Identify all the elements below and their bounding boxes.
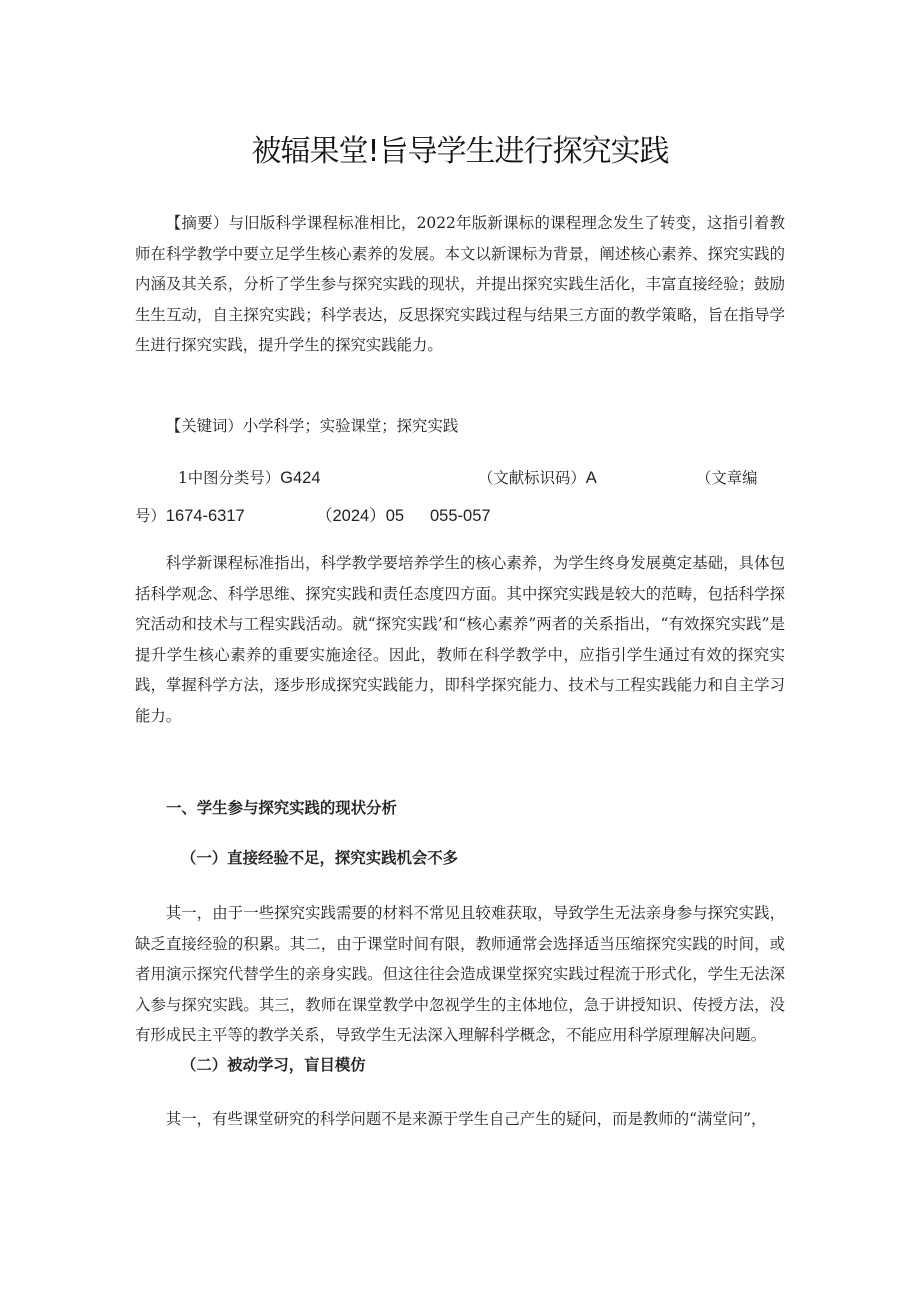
issue-value: （2024）05: [316, 507, 405, 525]
article-number-label-start: （文章编: [696, 469, 758, 487]
doc-code-label: （文献标识码）: [478, 469, 586, 487]
abstract-paragraph: 【摘要）与旧版科学课程标准相比，2022年版新课标的课程理念发生了转变，这指引着教师在科学教学中要立足学生核心素养的发展。本文以新课标为背景，阐述核心素养、探究实践的内涵及其关系，分析了学生参与探究实践的现状，并提出探究实践生活化，丰富直接经验；鼓励生生互动，自主探究实践；科学表达，反思探究实践过程与结果三方面的教学策略，旨在指导学生进行探究实践，提升学生的探究实践能力。: [135, 214, 785, 354]
subsection-2-paragraph: 其一，有些课堂研究的科学问题不是来源于学生自己产生的疑问，而是教师的“满堂问”，: [165, 1110, 767, 1128]
subsection-heading-1: （一）直接经验不足，探究实践机会不多: [181, 849, 459, 867]
page-range: 055-057: [430, 507, 491, 525]
clc-number: [178, 463, 321, 493]
paper-title: 被辐果堂!旨导学生进行探究实践: [251, 134, 669, 169]
clc-value: G424: [280, 469, 321, 487]
clc-label: 1中图分类号）: [178, 469, 281, 487]
subsection-heading-2: （二）被动学习，盲目模仿: [181, 1056, 366, 1074]
article-number-label-end: 号）: [135, 507, 166, 525]
keywords-line: 【关键词）小学科学；实验课堂；探究实践: [165, 417, 459, 435]
subsection-1-paragraph: 其一，由于一些探究实践需要的材料不常见且较难获取，导致学生无法亲身参与探究实践，缺乏直接经验的积累。其二，由于课堂时间有限，教师通常会选择适当压缩探究实践的时间，或者用演示探究代替学生的亲身实践。但这往往会造成课堂探究实践过程流于形式化，学生无法深入参与探究实践。其三，教师在课堂教学中忽视学生的主体地位，急于讲授知识、传授方法，没有形成民主平等的教学关系，导致学生无法深入理解科学概念，不能应用科学原理解决问题。: [135, 904, 785, 1044]
section-heading-1: 一、学生参与探究实践的现状分析: [166, 799, 397, 817]
doc-code-value: A: [585, 469, 597, 487]
intro-paragraph: 科学新课程标准指出，科学教学要培养学生的核心素养，为学生终身发展奠定基础，具体包括科学观念、科学思维、探究实践和责任态度四方面。其中探究实践是较大的范畴，包括科学探究活动和技术与工程实践活动。就“探究实践’和“核心素养”两者的关系指出，“有效探究实践”是提升学生核心素养的重要实施途径。因此，教师在科学教学中，应指引学生通过有效的探究实践，掌握科学方法，逐步形成探究实践能力，即科学探究能力、技术与工程实践能力和自主学习能力。: [135, 554, 785, 725]
document-code: [478, 463, 597, 493]
issn-value: 1674-6317: [165, 507, 245, 525]
article-number: [135, 501, 245, 531]
